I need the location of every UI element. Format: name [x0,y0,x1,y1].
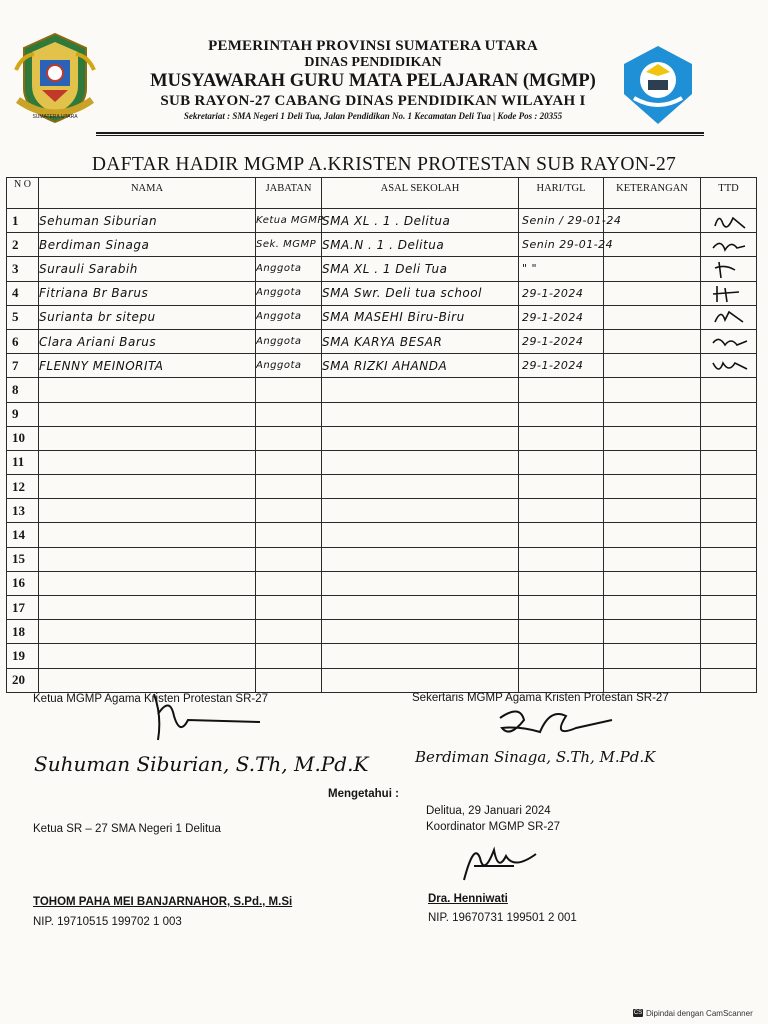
row-hari-tgl [519,402,604,426]
row-keterangan [604,523,701,547]
row-nama: Clara Ariani Barus [39,329,256,353]
row-ttd [701,281,757,305]
row-number: 6 [7,329,39,353]
row-asal-sekolah: SMA.N . 1 . Delitua [322,233,519,257]
attendance-table [6,177,757,693]
row-asal-sekolah: SMA MASEHI Biru-Biru [322,305,519,329]
row-ttd [701,329,757,353]
table-row [7,233,757,257]
row-keterangan [604,644,701,668]
row-asal-sekolah: SMA RIZKI AHANDA [322,354,519,378]
signature-icon [709,258,749,280]
camscanner-label: Dipindai dengan CamScanner [646,1008,753,1018]
row-keterangan [604,596,701,620]
row-hari-tgl: 29-1-2024 [519,305,604,329]
table-row [7,475,757,499]
row-keterangan [604,378,701,402]
row-asal-sekolah [322,475,519,499]
ketua-mgmp-label: Ketua MGMP Agama Kristen Protestan SR-27 [33,693,269,705]
row-hari-tgl [519,596,604,620]
row-keterangan [604,354,701,378]
table-row [7,257,757,281]
sekretaris-name: Berdiman Sinaga, S.Th, M.Pd.K [415,748,656,766]
row-jabatan: Anggota [256,281,322,305]
row-asal-sekolah [322,596,519,620]
row-nama [39,547,256,571]
table-row [7,571,757,595]
row-nama [39,523,256,547]
row-asal-sekolah: SMA KARYA BESAR [322,329,519,353]
row-hari-tgl [519,378,604,402]
col-header-no: N O [7,178,39,209]
ketua-mgmp-name: Suhuman Siburian, S.Th, M.Pd.K [34,752,369,776]
row-jabatan [256,450,322,474]
row-asal-sekolah [322,547,519,571]
letterhead-line2: DINAS PENDIDIKAN [304,55,442,70]
row-jabatan: Anggota [256,329,322,353]
table-row [7,402,757,426]
row-jabatan [256,426,322,450]
row-asal-sekolah [322,523,519,547]
row-asal-sekolah [322,571,519,595]
row-hari-tgl [519,668,604,692]
row-hari-tgl: Senin / 29-01-24 [519,209,604,233]
row-keterangan [604,571,701,595]
row-hari-tgl [519,644,604,668]
row-number: 7 [7,354,39,378]
row-hari-tgl: 29-1-2024 [519,354,604,378]
table-row [7,644,757,668]
row-number: 13 [7,499,39,523]
row-hari-tgl [519,499,604,523]
row-ttd [701,596,757,620]
table-row [7,668,757,692]
row-keterangan [604,499,701,523]
row-number: 5 [7,305,39,329]
row-jabatan: Sek. MGMP [256,233,322,257]
row-number: 8 [7,378,39,402]
row-number: 18 [7,620,39,644]
letterhead-rule-thin [96,135,704,136]
row-nama [39,450,256,474]
row-nama [39,571,256,595]
row-number: 1 [7,209,39,233]
row-number: 14 [7,523,39,547]
col-header-asal-sekolah: ASAL SEKOLAH [322,178,519,209]
table-row [7,523,757,547]
row-keterangan [604,402,701,426]
sekretaris-signature-icon [480,698,620,754]
signature-icon [709,306,749,328]
row-nama: Berdiman Sinaga [39,233,256,257]
row-number: 20 [7,668,39,692]
row-hari-tgl [519,523,604,547]
row-ttd [701,233,757,257]
col-header-ttd: TTD [701,178,757,209]
row-jabatan [256,571,322,595]
row-number: 16 [7,571,39,595]
table-row [7,305,757,329]
table-row [7,620,757,644]
row-number: 19 [7,644,39,668]
col-header-keterangan: KETERANGAN [604,178,701,209]
signature-icon [709,282,749,304]
col-header-hari-tgl: HARI/TGL [519,178,604,209]
row-jabatan: Anggota [256,257,322,281]
row-ttd [701,620,757,644]
row-hari-tgl [519,620,604,644]
ketua-sr-label: Ketua SR – 27 SMA Negeri 1 Delitua [33,823,221,835]
row-number: 2 [7,233,39,257]
province-emblem-icon [12,30,98,126]
row-asal-sekolah [322,620,519,644]
row-keterangan [604,329,701,353]
table-row [7,209,757,233]
row-ttd [701,402,757,426]
letterhead-line3: MUSYAWARAH GURU MATA PELAJARAN (MGMP) [150,71,596,91]
row-asal-sekolah: SMA XL . 1 . Delitua [322,209,519,233]
row-jabatan [256,402,322,426]
row-asal-sekolah [322,499,519,523]
row-keterangan [604,257,701,281]
letterhead-address: Sekretariat : SMA Negeri 1 Deli Tua, Jalan Pendidikan No. 1 Kecamatan Deli Tua | Kode Pos : 20355 [183,111,563,121]
row-keterangan [604,305,701,329]
camscanner-badge [633,1005,753,1021]
mengetahui-label: Mengetahui : [328,788,399,800]
table-header-row [7,178,757,209]
row-asal-sekolah [322,426,519,450]
row-keterangan [604,620,701,644]
row-number: 10 [7,426,39,450]
row-jabatan [256,596,322,620]
row-nama [39,402,256,426]
koordinator-signature-icon [444,836,544,892]
col-header-nama: NAMA [39,178,256,209]
row-hari-tgl [519,475,604,499]
row-jabatan [256,378,322,402]
row-jabatan [256,644,322,668]
row-nama [39,378,256,402]
row-asal-sekolah [322,378,519,402]
row-jabatan [256,620,322,644]
row-ttd [701,668,757,692]
row-hari-tgl [519,426,604,450]
row-hari-tgl [519,571,604,595]
row-ttd [701,378,757,402]
row-hari-tgl: " " [519,257,604,281]
row-jabatan [256,475,322,499]
row-ttd [701,523,757,547]
row-number: 11 [7,450,39,474]
letterhead [100,38,646,122]
row-keterangan [604,281,701,305]
row-hari-tgl: 29-1-2024 [519,329,604,353]
row-keterangan [604,233,701,257]
row-jabatan [256,499,322,523]
row-ttd [701,305,757,329]
row-number: 9 [7,402,39,426]
row-jabatan: Anggota [256,354,322,378]
document-title: DAFTAR HADIR MGMP A.KRISTEN PROTESTAN SUB RAYON-27 [91,154,677,175]
row-jabatan [256,547,322,571]
letterhead-line4: SUB RAYON-27 CABANG DINAS PENDIDIKAN WILAYAH I [160,93,586,109]
row-number: 15 [7,547,39,571]
row-asal-sekolah: SMA XL . 1 Deli Tua [322,257,519,281]
row-nama [39,644,256,668]
row-nama: Fitriana Br Barus [39,281,256,305]
table-row [7,329,757,353]
ketua-mgmp-signature-icon [140,686,270,746]
signature-icon [709,234,749,256]
row-ttd [701,499,757,523]
row-nama [39,620,256,644]
row-hari-tgl [519,450,604,474]
row-nama: FLENNY MEINORITA [39,354,256,378]
table-row [7,281,757,305]
col-header-jabatan: JABATAN [256,178,322,209]
emblem-ribbon-text: SUMATERA UTARA [32,114,78,120]
letterhead-rule [96,132,704,134]
table-row [7,354,757,378]
row-ttd [701,426,757,450]
row-asal-sekolah [322,450,519,474]
row-asal-sekolah [322,402,519,426]
signature-icon [709,331,749,353]
row-keterangan [604,450,701,474]
row-nama: Surauli Sarabih [39,257,256,281]
sekretaris-label: Sekertaris MGMP Agama Kristen Protestan SR-27 [412,692,669,704]
row-ttd [701,644,757,668]
row-asal-sekolah [322,644,519,668]
row-ttd [701,209,757,233]
table-row [7,426,757,450]
tut-wuri-handayani-icon [614,42,702,128]
row-keterangan [604,547,701,571]
row-asal-sekolah [322,668,519,692]
koordinator-nip: NIP. 19670731 199501 2 001 [428,912,577,924]
row-nama [39,596,256,620]
row-ttd [701,354,757,378]
row-ttd [701,571,757,595]
koordinator-label: Koordinator MGMP SR-27 [426,821,561,833]
row-ttd [701,547,757,571]
row-nama: Surianta br sitepu [39,305,256,329]
camscanner-icon: CS [633,1010,643,1016]
row-asal-sekolah: SMA Swr. Deli tua school [322,281,519,305]
row-ttd [701,450,757,474]
ketua-sr-name: TOHOM PAHA MEI BANJARNAHOR, S.Pd., M.Si [33,896,293,908]
row-hari-tgl: Senin 29-01-24 [519,233,604,257]
table-row [7,450,757,474]
signature-icon [709,210,749,232]
table-row [7,378,757,402]
place-date: Delitua, 29 Januari 2024 [426,805,551,817]
row-nama [39,475,256,499]
row-ttd [701,475,757,499]
row-nama: Sehuman Siburian [39,209,256,233]
letterhead-line1: PEMERINTAH PROVINSI SUMATERA UTARA [208,38,538,54]
row-keterangan [604,426,701,450]
row-hari-tgl [519,547,604,571]
row-jabatan: Ketua MGMP [256,209,322,233]
row-nama [39,426,256,450]
table-row [7,499,757,523]
row-number: 12 [7,475,39,499]
ketua-sr-nip: NIP. 19710515 199702 1 003 [33,916,182,928]
row-jabatan: Anggota [256,305,322,329]
koordinator-name: Dra. Henniwati [428,893,508,905]
row-keterangan [604,475,701,499]
table-row [7,547,757,571]
row-keterangan [604,668,701,692]
table-row [7,596,757,620]
row-number: 17 [7,596,39,620]
row-hari-tgl: 29-1-2024 [519,281,604,305]
row-ttd [701,257,757,281]
signature-icon [709,355,749,377]
row-number: 3 [7,257,39,281]
row-jabatan [256,523,322,547]
row-number: 4 [7,281,39,305]
row-nama [39,499,256,523]
